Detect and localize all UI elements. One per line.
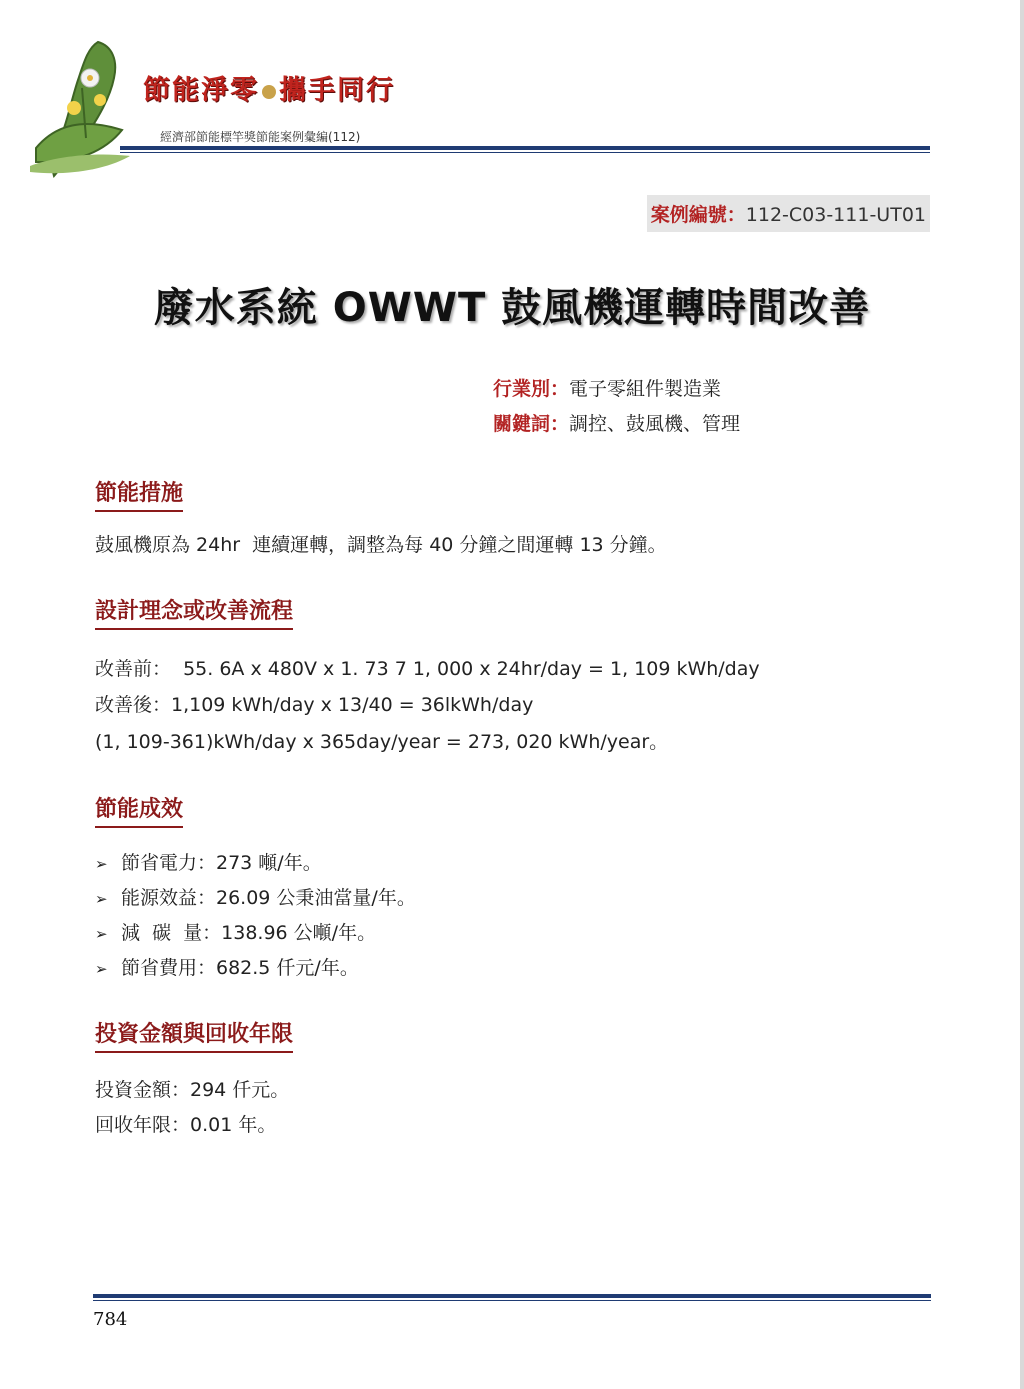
arrow-bullet-icon: ➢ — [95, 890, 108, 908]
list-item — [95, 953, 359, 980]
section-heading-investment: 投資金額與回收年限 — [95, 1017, 293, 1053]
footer-rule-thin — [93, 1300, 931, 1301]
industry-row — [493, 374, 721, 401]
banner-title-right: 攜手同行 — [279, 75, 395, 106]
investment-line: 投資金額：294 仟元。 — [95, 1079, 290, 1101]
keywords-row — [493, 409, 740, 436]
list-item — [95, 918, 376, 945]
arrow-bullet-icon: ➢ — [95, 855, 108, 873]
keywords-value: 調控、鼓風機、管理 — [569, 413, 741, 435]
section-heading-results: 節能成效 — [95, 792, 183, 828]
keywords-label: 關鍵詞： — [493, 413, 570, 435]
list-item-text: 能源效益：26.09 公秉油當量/年。 — [121, 887, 416, 909]
list-item — [95, 848, 322, 875]
banner-subtitle: 經濟部節能標竿獎節能案例彙編(112) — [160, 130, 361, 144]
industry-label: 行業別： — [493, 378, 570, 400]
case-number-label: 案例編號： — [650, 204, 746, 226]
case-number-value: 112-C03-111-UT01 — [745, 204, 926, 226]
arrow-bullet-icon: ➢ — [95, 960, 108, 978]
section-heading-design: 設計理念或改善流程 — [95, 594, 293, 630]
measures-text: 鼓風機原為 24hr 連續運轉，調整為每 40 分鐘之間運轉 13 分鐘。 — [95, 534, 667, 556]
document-title: 廢水系統 OWWT 鼓風機運轉時間改善 — [153, 285, 871, 331]
list-item — [95, 883, 416, 910]
arrow-bullet-icon: ➢ — [95, 925, 108, 943]
banner-title-left: 節能淨零 — [143, 75, 259, 106]
section-heading-measures: 節能措施 — [95, 476, 183, 512]
list-item-text: 節省費用：682.5 仟元/年。 — [121, 957, 359, 979]
header-rule-thin — [120, 152, 930, 153]
banner-title — [143, 68, 395, 107]
page-number: 784 — [93, 1309, 128, 1330]
footer-rule — [93, 1294, 931, 1298]
case-number — [647, 195, 930, 232]
investment-line: 回收年限：0.01 年。 — [95, 1114, 277, 1136]
design-line: (1, 109-361)kWh/day x 365day/year = 273, 020 kWh/year。 — [95, 731, 669, 753]
list-item-text: 減 碳 量：138.96 公噸/年。 — [121, 922, 377, 944]
header-rule — [120, 146, 930, 150]
page-edge — [1020, 0, 1024, 1389]
flower-icon — [262, 85, 276, 99]
taiwan-leaf-logo — [26, 38, 136, 180]
list-item-text: 節省電力：273 噸/年。 — [121, 852, 322, 874]
design-line: 改善後：1,109 kWh/day x 13/40 = 36lkWh/day — [95, 694, 534, 716]
industry-value: 電子零組件製造業 — [569, 378, 722, 400]
design-line: 改善前： 55. 6A x 480V x 1. 73 7 1, 000 x 24hr/day = 1, 109 kWh/day — [95, 658, 760, 680]
